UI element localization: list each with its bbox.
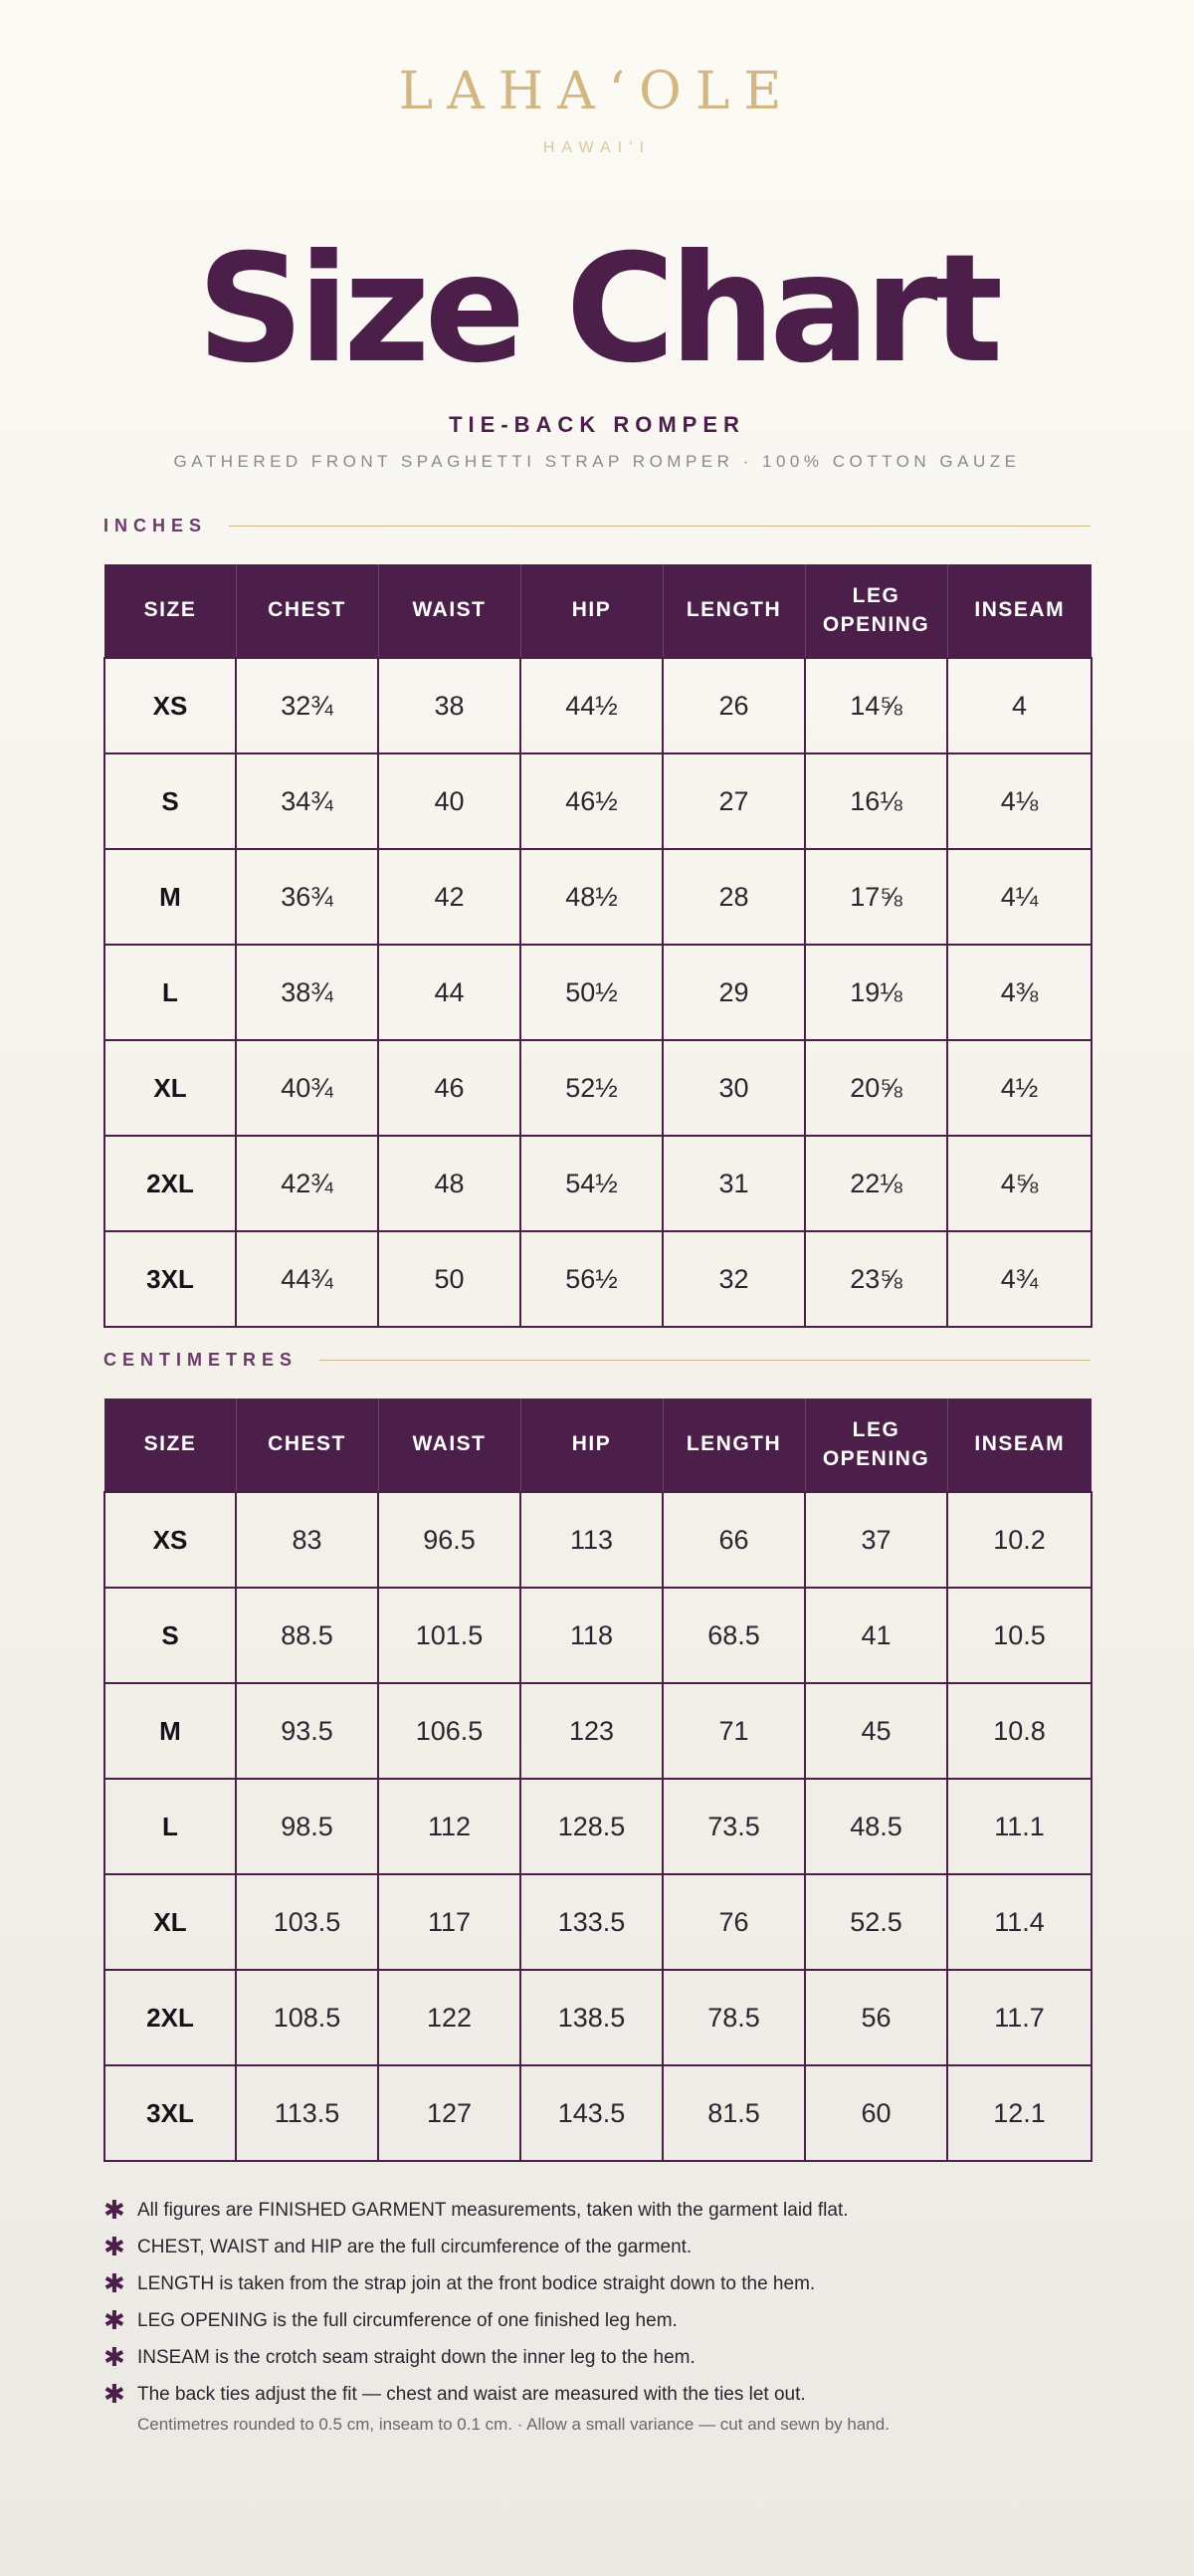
- cell-length: 30: [663, 1040, 805, 1136]
- cell-inseam: 12.1: [947, 2065, 1092, 2161]
- cell-waist: 42: [378, 849, 520, 945]
- note-text: All figures are FINISHED GARMENT measurements, taken with the garment laid flat.: [137, 2199, 849, 2221]
- cell-length: 73.5: [663, 1779, 805, 1874]
- table-header-row: [104, 1398, 1092, 1492]
- cell-waist: 117: [378, 1874, 520, 1970]
- header-waist: WAIST: [378, 564, 520, 658]
- table-row: [104, 1779, 1092, 1874]
- cell-hip: 56½: [520, 1231, 663, 1327]
- table-row: [104, 1683, 1092, 1779]
- note-item: [103, 2302, 1098, 2339]
- cell-length: 27: [663, 753, 805, 849]
- measurement-notes: [103, 2192, 1098, 2435]
- cell-leg-opening: 48.5: [805, 1779, 947, 1874]
- table-row: [104, 849, 1092, 945]
- cell-inseam: 4⅛: [947, 753, 1092, 849]
- cell-size: 2XL: [104, 1136, 236, 1231]
- table-row: [104, 1588, 1092, 1683]
- cell-length: 31: [663, 1136, 805, 1231]
- cell-waist: 46: [378, 1040, 520, 1136]
- note-item: [103, 2229, 1098, 2265]
- cell-length: 29: [663, 945, 805, 1040]
- cell-length: 66: [663, 1492, 805, 1588]
- cell-leg-opening: 23⅝: [805, 1231, 947, 1327]
- cell-waist: 44: [378, 945, 520, 1040]
- cell-waist: 127: [378, 2065, 520, 2161]
- inches-size-table: [103, 564, 1093, 1328]
- cell-size: XS: [104, 1492, 236, 1588]
- header-chest: CHEST: [236, 1398, 378, 1492]
- table-row: [104, 945, 1092, 1040]
- header-hip: HIP: [520, 564, 663, 658]
- cell-leg-opening: 37: [805, 1492, 947, 1588]
- cell-leg-opening: 22⅛: [805, 1136, 947, 1231]
- centimetres-table-body: [104, 1492, 1092, 2161]
- cell-hip: 133.5: [520, 1874, 663, 1970]
- header-size: SIZE: [104, 1398, 236, 1492]
- cell-hip: 52½: [520, 1040, 663, 1136]
- cell-leg-opening: 41: [805, 1588, 947, 1683]
- header-length: LENGTH: [663, 1398, 805, 1492]
- centimetres-label: CENTIMETRES: [103, 1349, 298, 1370]
- cell-hip: 143.5: [520, 2065, 663, 2161]
- cell-waist: 50: [378, 1231, 520, 1327]
- note-item: [103, 2339, 1098, 2376]
- cell-inseam: 4¼: [947, 849, 1092, 945]
- cell-inseam: 11.7: [947, 1970, 1092, 2065]
- cell-hip: 138.5: [520, 1970, 663, 2065]
- cell-leg-opening: 56: [805, 1970, 947, 2065]
- cell-waist: 122: [378, 1970, 520, 2065]
- cell-chest: 113.5: [236, 2065, 378, 2161]
- cell-length: 68.5: [663, 1588, 805, 1683]
- cell-leg-opening: 45: [805, 1683, 947, 1779]
- header-inseam: INSEAM: [947, 1398, 1092, 1492]
- note-text: LEG OPENING is the full circumference of one finished leg hem.: [137, 2309, 678, 2331]
- table-header-row: [104, 564, 1092, 658]
- cell-hip: 54½: [520, 1136, 663, 1231]
- cell-hip: 46½: [520, 753, 663, 849]
- cell-chest: 103.5: [236, 1874, 378, 1970]
- cell-chest: 108.5: [236, 1970, 378, 2065]
- cell-chest: 44¾: [236, 1231, 378, 1327]
- cell-hip: 123: [520, 1683, 663, 1779]
- cell-hip: 50½: [520, 945, 663, 1040]
- product-name: TIE-BACK ROMPER: [449, 412, 745, 437]
- centimetres-size-table: [103, 1398, 1093, 2162]
- header-size: SIZE: [104, 564, 236, 658]
- cell-size: 2XL: [104, 1970, 236, 2065]
- asterisk-icon: ✱: [103, 2268, 125, 2298]
- cell-length: 71: [663, 1683, 805, 1779]
- table-row: [104, 1874, 1092, 1970]
- cell-size: 3XL: [104, 2065, 236, 2161]
- cell-chest: 40¾: [236, 1040, 378, 1136]
- cell-hip: 118: [520, 1588, 663, 1683]
- cell-waist: 112: [378, 1779, 520, 1874]
- asterisk-icon: ✱: [103, 2195, 125, 2225]
- cell-chest: 36¾: [236, 849, 378, 945]
- centimetres-section-label: [103, 1350, 1091, 1370]
- cell-length: 78.5: [663, 1970, 805, 2065]
- cell-length: 81.5: [663, 2065, 805, 2161]
- cell-leg-opening: 17⅝: [805, 849, 947, 945]
- cell-chest: 38¾: [236, 945, 378, 1040]
- table-row: [104, 753, 1092, 849]
- cell-chest: 83: [236, 1492, 378, 1588]
- cell-waist: 96.5: [378, 1492, 520, 1588]
- cell-hip: 44½: [520, 658, 663, 753]
- cell-size: L: [104, 945, 236, 1040]
- cell-waist: 48: [378, 1136, 520, 1231]
- section-divider: [229, 526, 1091, 527]
- cell-chest: 93.5: [236, 1683, 378, 1779]
- cell-length: 76: [663, 1874, 805, 1970]
- cell-chest: 98.5: [236, 1779, 378, 1874]
- cell-leg-opening: 16⅛: [805, 753, 947, 849]
- cell-size: L: [104, 1779, 236, 1874]
- cell-chest: 32¾: [236, 658, 378, 753]
- note-text: The back ties adjust the fit — chest and waist are measured with the ties let out.: [137, 2383, 806, 2405]
- header-length: LENGTH: [663, 564, 805, 658]
- table-row: [104, 1492, 1092, 1588]
- header-waist: WAIST: [378, 1398, 520, 1492]
- cell-size: XS: [104, 658, 236, 753]
- cell-leg-opening: 20⅝: [805, 1040, 947, 1136]
- header-leg-opening: LEG OPENING: [805, 1398, 947, 1492]
- table-row: [104, 1040, 1092, 1136]
- cell-inseam: 11.4: [947, 1874, 1092, 1970]
- table-row: [104, 1231, 1092, 1327]
- asterisk-icon: ✱: [103, 2232, 125, 2261]
- cell-hip: 113: [520, 1492, 663, 1588]
- rounding-footnote: Centimetres rounded to 0.5 cm, inseam to 0.1 cm. · Allow a small variance — cut and sewn by hand.: [137, 2415, 890, 2434]
- inches-section-label: [103, 516, 1091, 536]
- cell-waist: 106.5: [378, 1683, 520, 1779]
- note-text: INSEAM is the crotch seam straight down the inner leg to the hem.: [137, 2346, 696, 2368]
- table-row: [104, 2065, 1092, 2161]
- note-text: CHEST, WAIST and HIP are the full circumference of the garment.: [137, 2236, 693, 2257]
- header-leg-opening: LEG OPENING: [805, 564, 947, 658]
- note-text: LENGTH is taken from the strap join at the front bodice straight down to the hem.: [137, 2272, 816, 2294]
- asterisk-icon: ✱: [103, 2379, 125, 2409]
- cell-size: S: [104, 1588, 236, 1683]
- cell-inseam: 4: [947, 658, 1092, 753]
- inches-label: INCHES: [103, 515, 208, 536]
- asterisk-icon: ✱: [103, 2342, 125, 2372]
- table-row: [104, 1970, 1092, 2065]
- cell-size: 3XL: [104, 1231, 236, 1327]
- cell-leg-opening: 14⅝: [805, 658, 947, 753]
- product-description: GATHERED FRONT SPAGHETTI STRAP ROMPER · 100% COTTON GAUZE: [173, 452, 1021, 471]
- header-hip: HIP: [520, 1398, 663, 1492]
- cell-inseam: 10.2: [947, 1492, 1092, 1588]
- brand-location: HAWAIʻI: [542, 139, 652, 156]
- cell-length: 26: [663, 658, 805, 753]
- cell-inseam: 4¾: [947, 1231, 1092, 1327]
- cell-leg-opening: 52.5: [805, 1874, 947, 1970]
- cell-length: 28: [663, 849, 805, 945]
- section-divider: [319, 1360, 1091, 1361]
- cell-waist: 40: [378, 753, 520, 849]
- table-row: [104, 1136, 1092, 1231]
- brand-name: LAHAʻOLE: [398, 62, 796, 121]
- cell-waist: 38: [378, 658, 520, 753]
- cell-chest: 34¾: [236, 753, 378, 849]
- header-inseam: INSEAM: [947, 564, 1092, 658]
- cell-hip: 48½: [520, 849, 663, 945]
- cell-inseam: 10.8: [947, 1683, 1092, 1779]
- table-row: [104, 658, 1092, 753]
- cell-chest: 88.5: [236, 1588, 378, 1683]
- cell-size: XL: [104, 1040, 236, 1136]
- cell-size: M: [104, 849, 236, 945]
- note-item: [103, 2376, 1098, 2413]
- cell-inseam: 11.1: [947, 1779, 1092, 1874]
- cell-chest: 42¾: [236, 1136, 378, 1231]
- cell-inseam: 4⅜: [947, 945, 1092, 1040]
- note-item: [103, 2192, 1098, 2229]
- cell-waist: 101.5: [378, 1588, 520, 1683]
- cell-leg-opening: 60: [805, 2065, 947, 2161]
- cell-size: M: [104, 1683, 236, 1779]
- cell-inseam: 10.5: [947, 1588, 1092, 1683]
- header-chest: CHEST: [236, 564, 378, 658]
- note-item: [103, 2265, 1098, 2302]
- cell-inseam: 4⅝: [947, 1136, 1092, 1231]
- brand-logo: [0, 62, 1194, 157]
- page-title: Size Chart: [196, 223, 998, 396]
- cell-hip: 128.5: [520, 1779, 663, 1874]
- cell-size: S: [104, 753, 236, 849]
- cell-leg-opening: 19⅛: [805, 945, 947, 1040]
- cell-size: XL: [104, 1874, 236, 1970]
- inches-table-body: [104, 658, 1092, 1327]
- cell-length: 32: [663, 1231, 805, 1327]
- cell-inseam: 4½: [947, 1040, 1092, 1136]
- asterisk-icon: ✱: [103, 2305, 125, 2335]
